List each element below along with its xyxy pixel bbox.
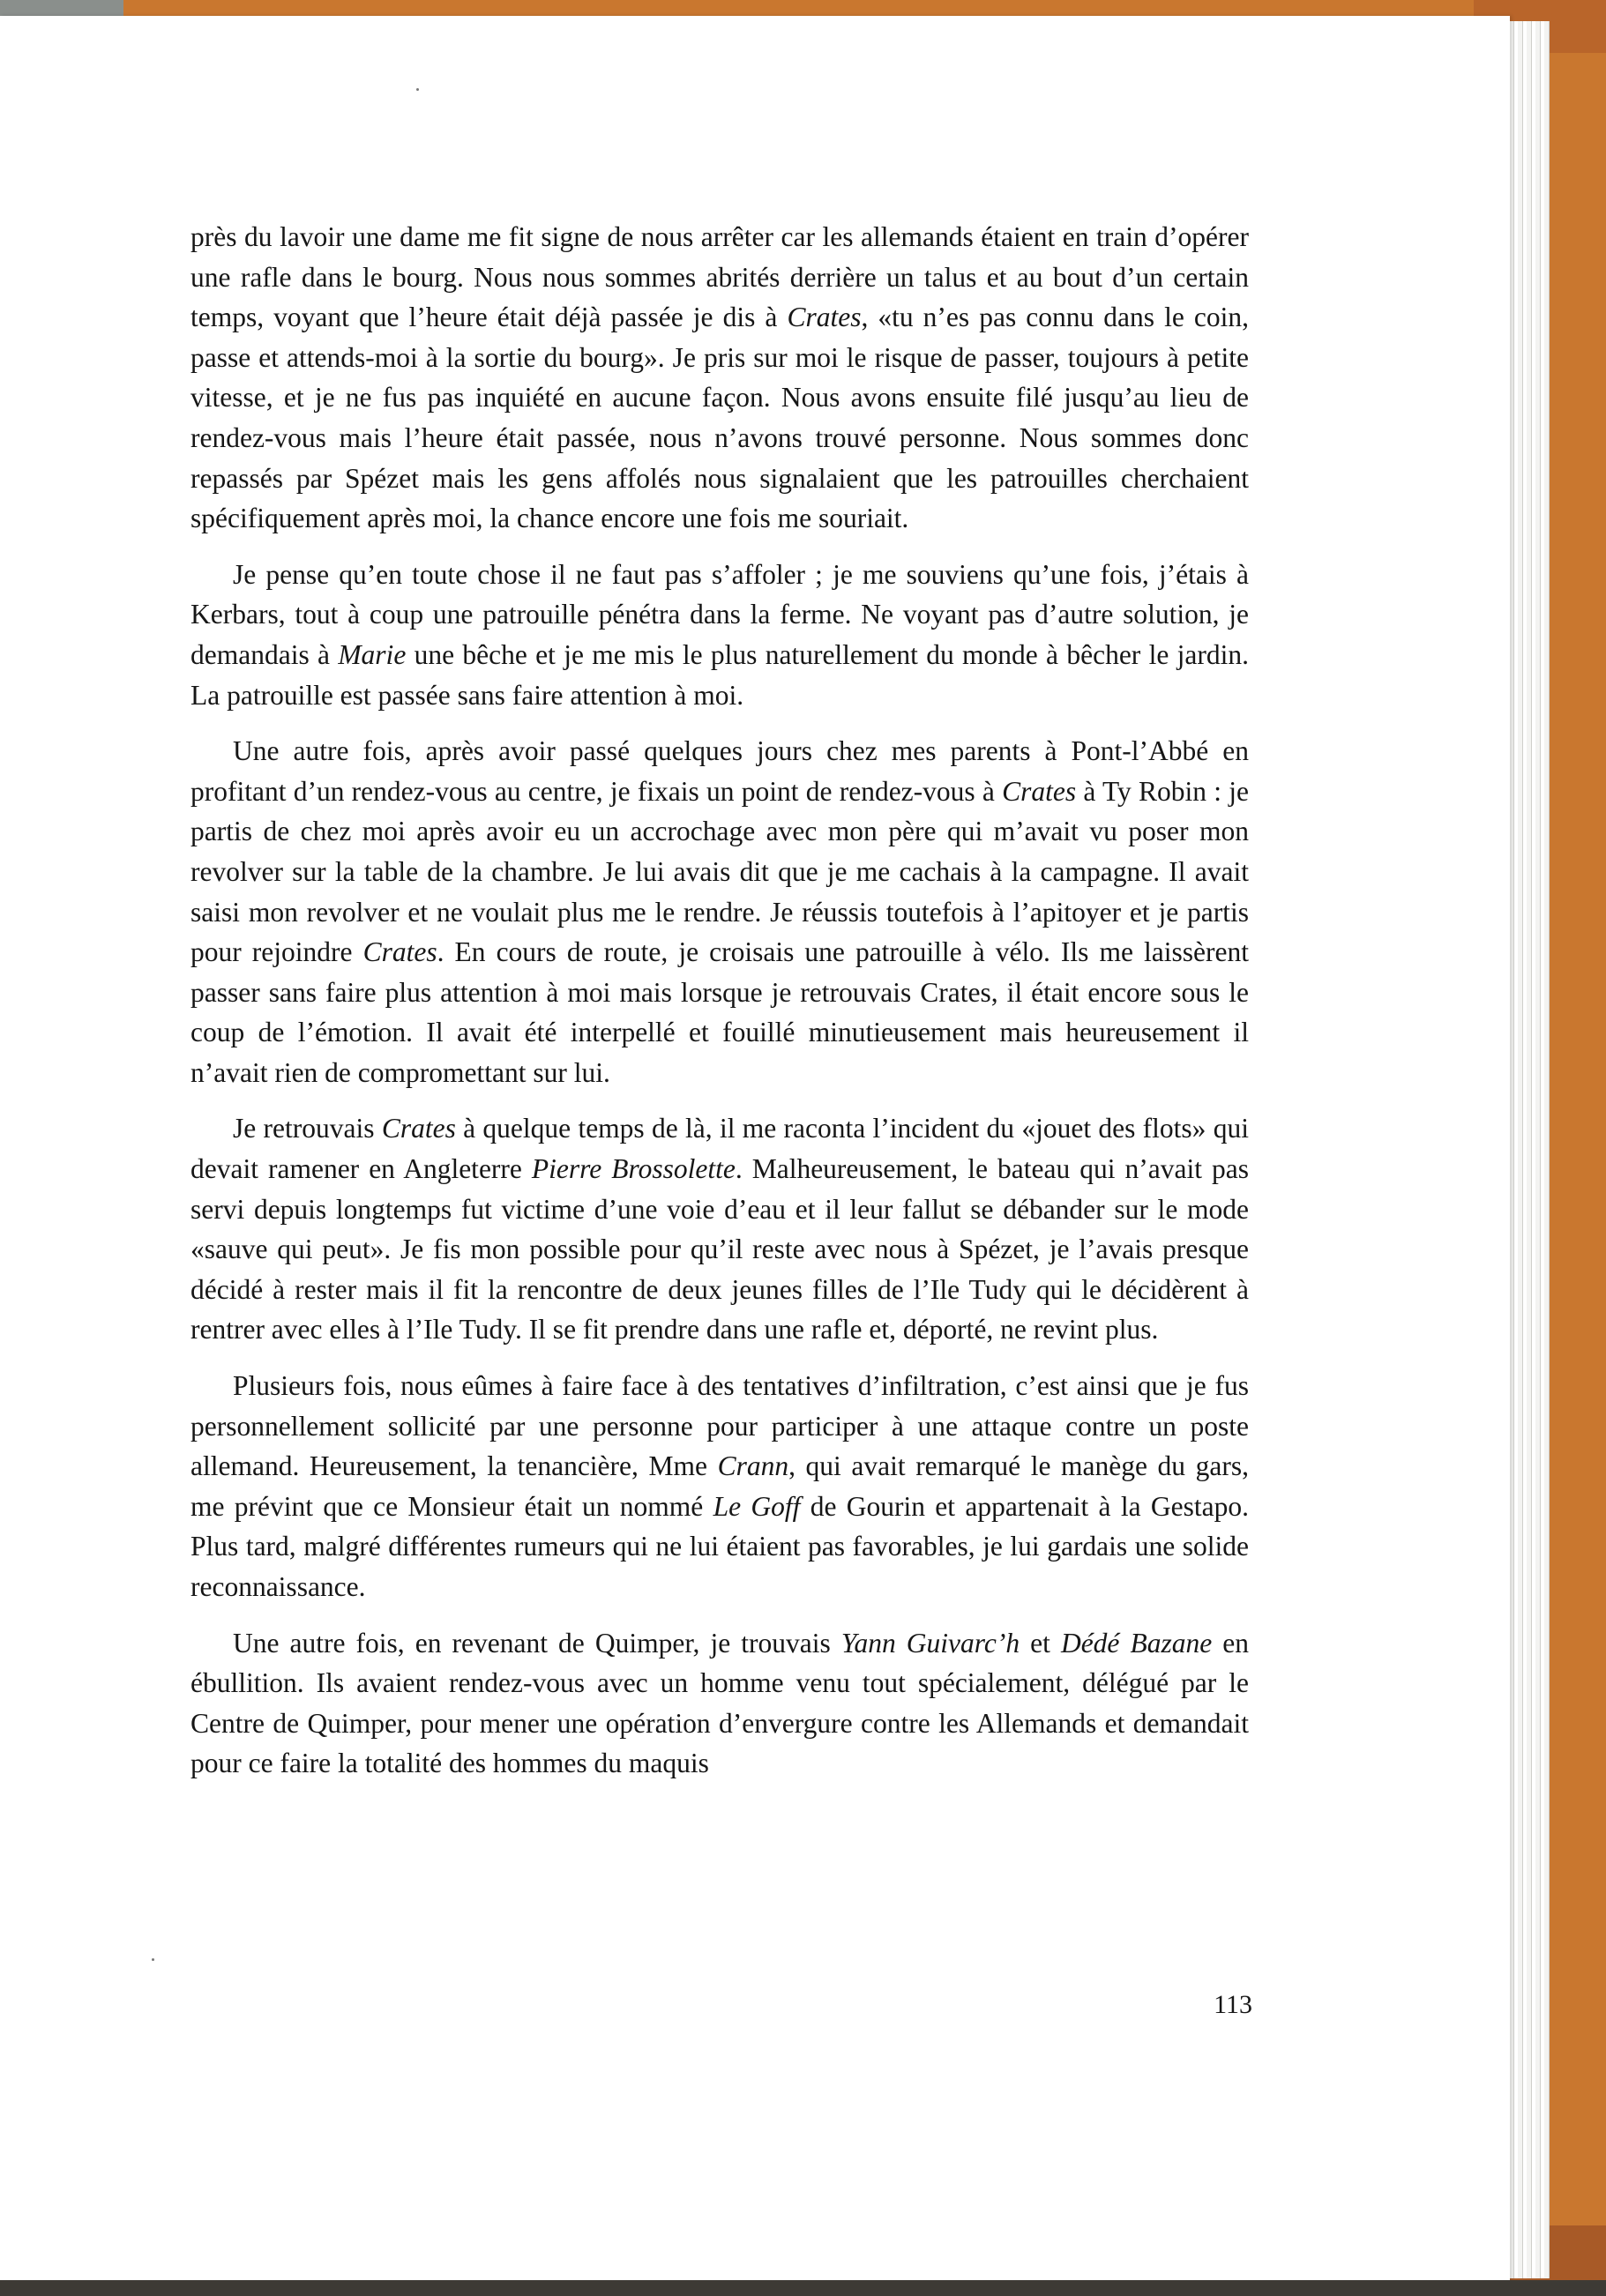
italic-name: Crann: [717, 1450, 789, 1482]
text-run: Une autre fois, en revenant de Quimper, je trouvais: [233, 1627, 841, 1659]
italic-name: Crates: [787, 302, 862, 333]
body-text: [190, 217, 1249, 1800]
text-run: , «tu n’es pas connu dans le coin, passe et attends-moi à la sortie du bourg». Je pris sur moi le risque de passer, toujours à petite vitesse, et je ne fus pas inquiété en aucune façon. Nous avons ensuite filé jusqu’au lieu de rendez-vous mais l’heure était passée, nous n’avons trouvé personne. Nous sommes donc repassés par Spézet mais les gens affolés nous signalaient que les patrouilles cherchaient spécifiquement après moi, la chance encore une fois me souriait.: [190, 302, 1249, 534]
italic-name: Crates: [1002, 775, 1077, 807]
paper-speck: [416, 88, 419, 91]
paragraph: [190, 731, 1249, 1092]
italic-name: Yann Guivarc’h: [840, 1627, 1020, 1659]
page-number: 113: [1214, 1990, 1252, 2019]
text-run: près du lavoir une dame me fit signe de nous arrêter car les allemands étaient en train d’opérer une rafle dans le bourg. Nous nous sommes abrités derrière un talus et au bout d’un certain temps, voyant que l’heure était déjà passée je dis à: [190, 221, 1249, 333]
paper-speck: [152, 1958, 154, 1961]
text-run: , qui avait remarqué le manège du gars, me prévint que ce Monsieur était un nommé: [190, 1450, 1249, 1522]
italic-name: Crates: [381, 1113, 456, 1144]
paragraph: [190, 1366, 1249, 1607]
text-run: Une autre fois, après avoir passé quelques jours chez mes parents à Pont-l’Abbé en profitant d’un rendez-vous au centre, je fixais un point de rendez-vous à: [190, 735, 1249, 807]
italic-name: Le Goff: [713, 1490, 801, 1522]
italic-name: Dédé Bazane: [1060, 1627, 1213, 1659]
paragraph: [190, 555, 1249, 715]
text-run: Plusieurs fois, nous eûmes à faire face à des tentatives d’infiltration, c’est ainsi que je fus personnellement sollicité par une personne pour participer à une attaque contre un poste allemand. Heureusement, la tenancière, Mme: [190, 1370, 1249, 1482]
paragraph: [190, 217, 1249, 539]
text-run: et: [1020, 1627, 1061, 1659]
text-run: une bêche et je me mis le plus naturellement du monde à bêcher le jardin. La patrouille est passée sans faire attention à moi.: [190, 638, 1249, 711]
book-page: [0, 16, 1510, 2284]
paragraph: [190, 1623, 1249, 1784]
text-run: en ébullition. Ils avaient rendez-vous avec un homme venu tout spécialement, délégué par le Centre de Quimper, pour mener une opération d’envergure contre les Allemands et demandait pour ce faire la totalité des hommes du maquis: [190, 1627, 1250, 1779]
background-bottom-strip: [0, 2280, 1606, 2296]
text-run: à Ty Robin : je partis de chez moi après avoir eu un accrochage avec mon père qui m’avait vu poser mon revolver sur la table de la chambre. Je lui avais dit que je me cachais à la campagne. Il avait saisi mon revolver et ne voulait plus me le rendre. Je réussis toutefois à l’apitoyer et je partis pour rejoindre: [190, 775, 1249, 968]
text-run: à quelque temps de là, il me raconta l’incident du «jouet des flots» qui devait ramener en Angleterre: [190, 1113, 1249, 1185]
italic-name: Marie: [338, 638, 407, 670]
text-run: Je pense qu’en toute chose il ne faut pas s’affoler ; je me souviens qu’une fois, j’étais à Kerbars, tout à coup une patrouille pénétra dans la ferme. Ne voyant pas d’autre solution, je demandais à: [190, 558, 1249, 670]
text-run: de Gourin et appartenait à la Gestapo. Plus tard, malgré différentes rumeurs qui ne lui étaient pas favorables, je lui gardais une solide reconnaissance.: [190, 1490, 1249, 1602]
text-run: . Malheureusement, le bateau qui n’avait pas servi depuis longtemps fut victime d’une voie d’eau et il leur fallut se débander sur le mode «sauve qui peut». Je fis mon possible pour qu’il reste avec nous à Spézet, je l’avais presque décidé à rester mais il fit la rencontre de deux jeunes filles de l’Ile Tudy qui le décidèrent à rentrer avec elles à l’Ile Tudy. Il se fit prendre dans une rafle et, déporté, ne revint plus.: [190, 1153, 1250, 1346]
italic-name: Pierre Brossolette: [531, 1153, 736, 1185]
paragraph: [190, 1108, 1249, 1350]
text-run: . En cours de route, je croisais une patrouille à vélo. Ils me laissèrent passer sans faire plus attention à moi mais lorsque je retrouvais Crates, il était encore sous le coup de l’émotion. Il avait été interpellé et fouillé minutieusement mais heureusement il n’avait rien de compromettant sur lui.: [190, 936, 1249, 1088]
text-run: Je retrouvais: [233, 1113, 382, 1144]
italic-name: Crates: [362, 936, 437, 968]
